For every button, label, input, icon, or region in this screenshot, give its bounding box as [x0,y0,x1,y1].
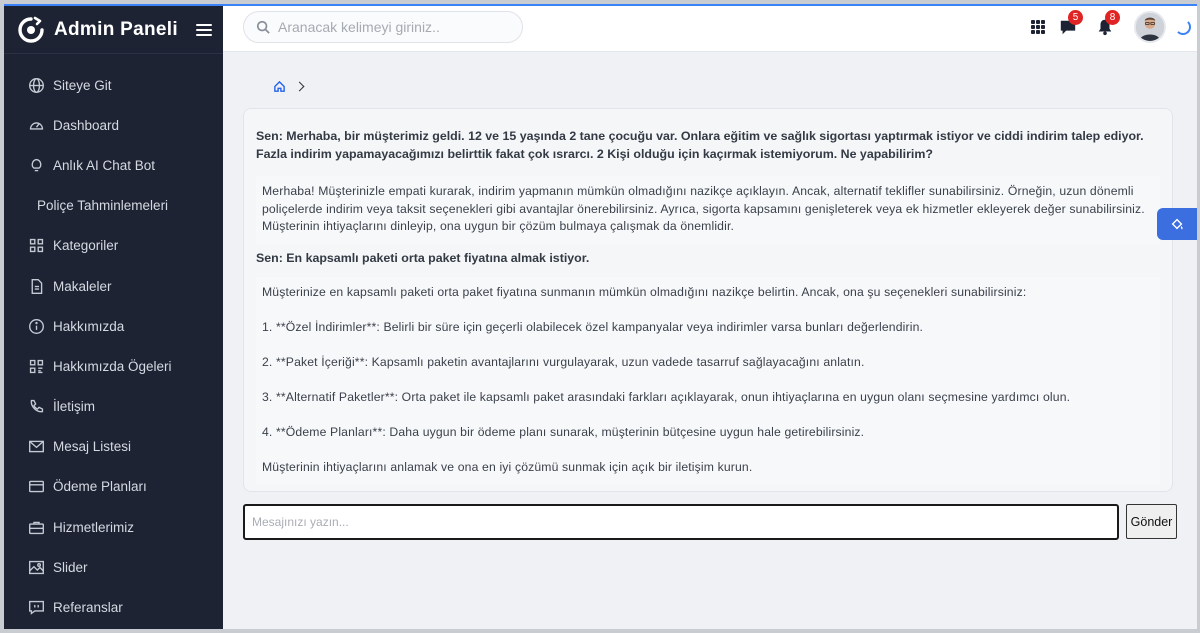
menu-toggle-icon[interactable] [196,24,212,36]
globe-icon [27,76,45,94]
grid-icon [27,237,45,255]
bot-message-paragraph: 2. **Paket İçeriği**: Kapsamlı paketin avantajlarını vurgulayarak, uzun vadede tasarruf sağlayacağını anlatın. [262,354,865,369]
sidebar-item-label: Slider [53,559,88,575]
bot-message-paragraph: 3. **Alternatif Paketler**: Orta paket ile kapsamlı paket arasındaki farkları açıklayarak, onun ihtiyaçlarına en uygun olanı seçmesine yardımcı olun. [262,389,1071,404]
accessibility-button[interactable] [1157,208,1197,240]
sidebar-item-dashboard[interactable] [4,105,223,145]
message-composer [243,504,1119,540]
sidebar-item-siteye-git[interactable] [4,65,223,105]
info-icon [27,317,45,335]
sidebar-item-mesaj-listesi[interactable] [4,427,223,467]
topbar [223,6,1197,52]
sidebar-item-makaleler[interactable] [4,266,223,306]
user-avatar-icon [1136,13,1164,41]
notifications-badge: 8 [1105,10,1120,25]
sidebar-item-police-tahminlemeleri[interactable] [4,186,223,226]
brand-logo-icon[interactable] [16,15,46,45]
chevron-right-icon [295,82,305,92]
search-icon [256,20,270,34]
message-input[interactable] [245,506,1117,538]
bot-message-paragraph: Müşterinin ihtiyaçlarını anlamak ve ona en iyi çözümü sunmak için açık bir iletişim kurun. [262,459,753,474]
apps-icon [27,357,45,375]
sidebar-item-label: Referanslar [53,600,123,616]
mail-icon [27,438,45,456]
sidebar-item-label: Hizmetlerimiz [53,519,134,535]
chat-quote-icon [27,599,45,617]
sidebar-item-label: Poliçe Tahminlemeleri [37,198,169,214]
chat-history [243,108,1173,492]
bot-message-paragraph: 4. **Ödeme Planları**: Daha uygun bir ödeme planı sunarak, müşterinin bütçesine uygun hale getirebilirsiniz. [262,424,865,439]
search-input[interactable] [278,19,508,35]
sidebar-item-slider[interactable] [4,547,223,587]
user-message: Sen: Merhaba, bir müşterimiz geldi. 12 ve 15 yaşında 2 tane çocuğu var. Onlara eğitim ve sağlık sigortası yaptırmak istiyor ve ciddi indirim talep ediyor. Fazla indirim yapamayacağımızı belirttik fakat çok ısrarcı. 2 Kişi olduğu için kaçırmak istemiyorum. Ne yapabilirim? [256,129,1144,161]
sidebar-item-ai-chat-bot[interactable] [4,145,223,185]
bot-message [256,277,1160,485]
paint-bucket-icon [1170,217,1184,231]
app-window [4,4,1197,629]
sidebar-item-referanslar[interactable] [4,587,223,627]
sidebar-item-hizmetlerimiz[interactable] [4,507,223,547]
home-icon[interactable] [273,80,286,93]
phone-icon [27,398,45,416]
main-content [223,52,1197,629]
avatar[interactable] [1134,11,1166,43]
sidebar-menu [4,54,223,628]
sidebar [4,6,223,629]
sidebar-item-label: Siteye Git [53,77,112,93]
sidebar-item-label: Ödeme Planları [53,479,147,495]
sidebar-item-label: Mesaj Listesi [53,439,132,455]
briefcase-icon [27,518,45,536]
sidebar-item-label: Kategoriler [53,238,119,254]
image-icon [27,558,45,576]
sidebar-item-label: İletişim [53,399,96,415]
sidebar-item-label: Dashboard [53,117,120,133]
sidebar-item-hakkimizda[interactable] [4,306,223,346]
bot-message [256,176,1160,244]
dashboard-icon [27,116,45,134]
bot-message-paragraph: Müşterinize en kapsamlı paketi orta paket fiyatına sunmanın mümkün olmadığını nazikçe belirtin. Ancak, ona şu seçenekleri sunabilirsiniz: [262,284,1027,299]
sidebar-item-label: Makaleler [53,278,112,294]
sidebar-item-label: Anlık AI Chat Bot [53,157,156,173]
document-icon [27,277,45,295]
credit-card-icon [27,478,45,496]
send-button[interactable]: Gönder [1126,504,1177,539]
brand-title[interactable]: Admin Paneli [54,18,178,40]
bot-message-paragraph: Merhaba! Müşterinizle empati kurarak, indirim yapmanın mümkün olmadığını nazikçe açıklayın. Ancak, alternatif teklifler sunabilirsiniz. Örneğin, uzun dönemli poliçelerde indirim veya taksit seçenekleri gibi avantajlar önerebilirsiniz. Ayrıca, sigorta kapsamını genişleterek veya ek hizmetler ekleyerek değer sunabilirsiniz. Müşterinin ihtiyaçlarını dinleyip, ona uygun bir çözüm bulmaya çalışmak da önemlidir. [262,184,1145,233]
bot-message-paragraph: 1. **Özel İndirimler**: Belirli bir süre için geçerli olabilecek özel kampanyalar veya indirimler varsa bunları değerlendirin. [262,319,924,334]
brand-header [4,6,223,54]
loading-spinner-icon [1175,19,1191,35]
sidebar-item-odeme-planlari[interactable] [4,467,223,507]
search-box[interactable] [243,11,523,43]
messages-badge: 5 [1068,10,1083,25]
messages-button[interactable] [1059,12,1079,41]
lightbulb-icon [27,156,45,174]
sidebar-item-kategoriler[interactable] [4,226,223,266]
user-message: Sen: En kapsamlı paketi orta paket fiyatına almak istiyor. [256,250,590,265]
sidebar-item-label: Hakkımızda [53,318,125,334]
sidebar-item-label: Hakkımızda Ögeleri [53,358,172,374]
breadcrumb [273,80,303,93]
notifications-button[interactable] [1096,12,1116,41]
apps-grid-icon[interactable] [1031,20,1045,34]
sidebar-item-hakkimizda-ogeleri[interactable] [4,346,223,386]
sidebar-item-iletisim[interactable] [4,387,223,427]
